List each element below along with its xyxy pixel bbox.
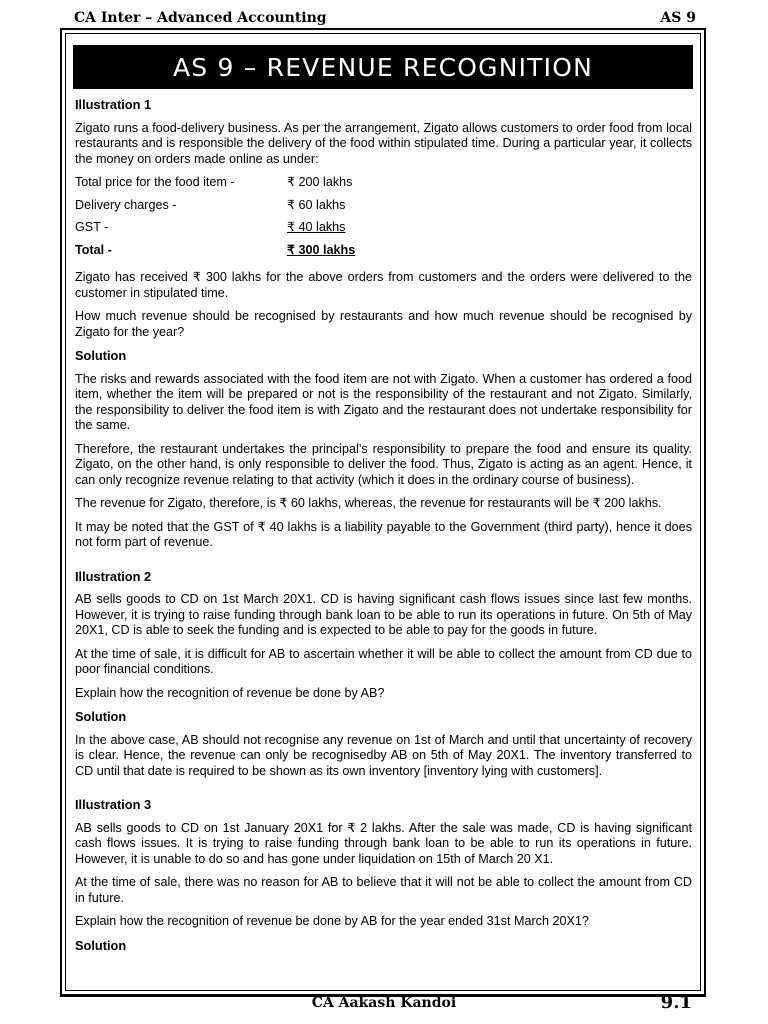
illustration-2-solution-heading: Solution: [75, 709, 127, 724]
illustration-2-solution-paragraph: In the above case, AB should not recognise any revenue on 1st of March and until that uncertainty of recovery is clear. Hence, the revenue can only be recognisedby AB on 5th of May 20X1. The inventory transferred to CD until that date is required to be shown as its own inventory [inventory lying with customers].: [75, 732, 692, 778]
illustration-3-question: Explain how the recognition of revenue be done by AB for the year ended 31st March 20X1?: [75, 914, 589, 928]
illustration-1-solution-paragraph: The revenue for Zigato, therefore, is ₹ 60 lakhs, whereas, the revenue for restaurants will be ₹ 200 lakhs.: [75, 496, 662, 510]
illustration-3-solution-heading: Solution: [75, 937, 127, 953]
illustration-1-solution-heading: Solution: [75, 348, 127, 363]
illustration-1-intro: Zigato runs a food-delivery business. As per the arrangement, Zigato allows customers to order food from local restaurants and is responsible the delivery of the food within stipulated time. During a particular year, it collects the money on orders made online as under:: [75, 120, 692, 166]
illustration-2-paragraph: At the time of sale, it is difficult for AB to ascertain whether it will be able to collect the amount from CD due to poor financial conditions.: [75, 646, 692, 676]
section-gap: [75, 787, 692, 797]
illustration-3-paragraph: At the time of sale, there was no reason for AB to believe that it will not be able to collect the amount from CD in future.: [75, 875, 692, 905]
total-row: [75, 243, 355, 266]
illustration-1-solution-paragraph: It may be noted that the GST of ₹ 40 lakhs is a liability payable to the Government (third party), hence it does not form part of revenue.: [75, 519, 692, 549]
row-label: GST -: [75, 220, 109, 234]
total-label: Total -: [75, 242, 112, 257]
table-row: [75, 198, 355, 221]
illustration-3-heading: Illustration 3: [75, 797, 152, 812]
row-label: Delivery charges -: [75, 197, 177, 212]
page-content: [75, 97, 692, 961]
illustration-1-heading: Illustration 1: [75, 97, 152, 112]
page-number: 9.1: [660, 992, 692, 1013]
running-header: [74, 10, 696, 30]
illustration-2-heading: Illustration 2: [75, 568, 152, 584]
chapter-title: AS 9 – REVENUE RECOGNITION: [173, 52, 593, 82]
row-value: ₹ 40 lakhs: [287, 220, 346, 234]
illustration-2-paragraph: AB sells goods to CD on 1st March 20X1. CD is having significant cash flows issues since last few months. However, it is trying to raise funding through bank loan to be able to run its operations in future. On 5th of May 20X1, CD is able to seek the funding and is expected to be able to pay for the goods in future.: [75, 592, 692, 637]
chapter-label: AS 9: [660, 10, 696, 26]
chapter-title-banner: [73, 45, 693, 89]
total-value: ₹ 300 lakhs: [287, 242, 356, 257]
illustration-1-solution-paragraph: The risks and rewards associated with the food item are not with Zigato. When a customer has ordered a food item, whether the item will be prepared or not is the responsibility of the restaurant and not Zigato. Similarly, the responsibility to deliver the food item is with Zigato and the restaurant does not undertake responsibility for the same.: [75, 371, 692, 432]
illustration-1-solution-paragraph: Therefore, the restaurant undertakes the principal’s responsibility to prepare the food and ensure its quality. Zigato, on the other hand, is only responsible to deliver the food. Thus, Zigato is acting as an agent. Hence, it can only recognize revenue relating to that activity (which it does in the ordinary course of business).: [75, 441, 692, 487]
row-label: Total price for the food item -: [75, 175, 235, 189]
illustration-2-question: Explain how the recognition of revenue be done by AB?: [75, 685, 385, 700]
row-value: ₹ 60 lakhs: [287, 197, 346, 212]
amounts-table: [75, 175, 355, 265]
table-row: [75, 175, 355, 198]
section-gap: [75, 559, 692, 569]
book-title: CA Inter – Advanced Accounting: [74, 10, 327, 26]
row-value: ₹ 200 lakhs: [287, 175, 353, 189]
footer-author: CA Aakash Kandoi: [311, 995, 457, 1011]
table-row: [75, 220, 355, 243]
illustration-1-received: Zigato has received ₹ 300 lakhs for the above orders from customers and the orders were delivered to the customer in stipulated time.: [75, 270, 692, 300]
illustration-1-question: How much revenue should be recognised by restaurants and how much revenue should be recognised by Zigato for the year?: [75, 309, 692, 339]
illustration-3-paragraph: AB sells goods to CD on 1st January 20X1 for ₹ 2 lakhs. After the sale was made, CD is having significant cash flows issues. It is trying to raise funding through bank loan to be able to run its operations in future. However, it is unable to do so and has gone under liquidation on 15th of March 20 X1.: [75, 820, 692, 866]
